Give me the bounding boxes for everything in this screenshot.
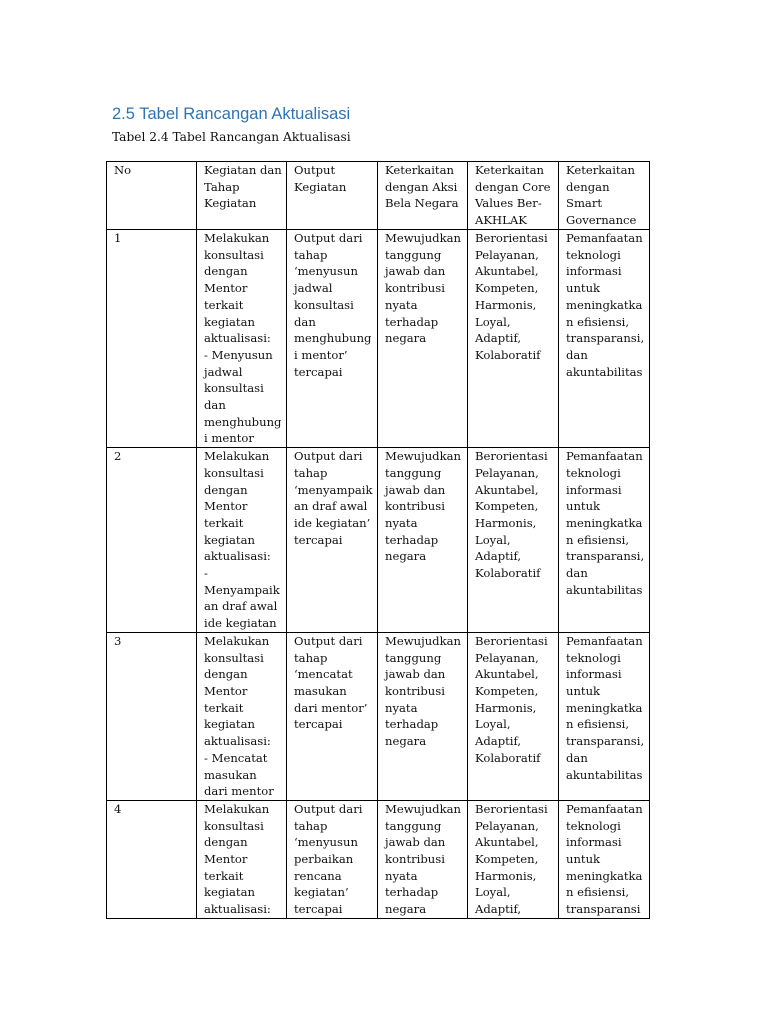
- cell-smart-governance: Pemanfaatan teknologi informasi untuk meningkatkan efisiensi, transparansi, dan akuntabilitas: [559, 632, 650, 800]
- header-smart-governance: Keterkaitan dengan Smart Governance: [559, 162, 650, 230]
- header-kegiatan: Kegiatan dan Tahap Kegiatan: [197, 162, 287, 230]
- section-heading: 2.5 Tabel Rancangan Aktualisasi: [112, 105, 351, 123]
- cell-no: 3: [107, 632, 197, 800]
- cell-core-values: Berorientasi Pelayanan, Akuntabel, Kompeten, Harmonis, Loyal, Adaptif, Kolaboratif: [468, 632, 559, 800]
- header-output: Output Kegiatan: [287, 162, 378, 230]
- cell-smart-governance: Pemanfaatan teknologi informasi untuk meningkatkan efisiensi, transparansi, dan akuntabilitas: [559, 448, 650, 633]
- header-bela-negara: Keterkaitan dengan Aksi Bela Negara: [378, 162, 468, 230]
- cell-kegiatan: Melakukan konsultasi dengan Mentor terkait kegiatan aktualisasi:: [197, 800, 287, 918]
- cell-output: Output dari tahap ‘menyusun jadwal konsultasi dan menghubungi mentor’ tercapai: [287, 230, 378, 448]
- cell-kegiatan: Melakukan konsultasi dengan Mentor terkait kegiatan aktualisasi: - Mencatat masukan dari mentor: [197, 632, 287, 800]
- cell-bela-negara: Mewujudkan tanggung jawab dan kontribusi nyata terhadap negara: [378, 800, 468, 918]
- cell-smart-governance: Pemanfaatan teknologi informasi untuk meningkatkan efisiensi, transparansi, dan akuntabilitas: [559, 230, 650, 448]
- table-caption: Tabel 2.4 Tabel Rancangan Aktualisasi: [112, 130, 351, 144]
- table-header-row: [107, 162, 650, 230]
- cell-bela-negara: Mewujudkan tanggung jawab dan kontribusi nyata terhadap negara: [378, 632, 468, 800]
- rancangan-aktualisasi-table: [106, 161, 650, 919]
- cell-output: Output dari tahap ‘mencatat masukan dari mentor’ tercapai: [287, 632, 378, 800]
- cell-no: 4: [107, 800, 197, 918]
- header-no: No: [107, 162, 197, 230]
- cell-smart-governance: Pemanfaatan teknologi informasi untuk meningkatkan efisiensi, transparansi: [559, 800, 650, 918]
- table-row: [107, 448, 650, 633]
- cell-output: Output dari tahap ‘menyusun perbaikan rencana kegiatan’ tercapai: [287, 800, 378, 918]
- cell-bela-negara: Mewujudkan tanggung jawab dan kontribusi nyata terhadap negara: [378, 448, 468, 633]
- cell-core-values: Berorientasi Pelayanan, Akuntabel, Kompeten, Harmonis, Loyal, Adaptif, Kolaboratif: [468, 230, 559, 448]
- header-core-values: Keterkaitan dengan Core Values Ber-AKHLAK: [468, 162, 559, 230]
- cell-core-values: Berorientasi Pelayanan, Akuntabel, Kompeten, Harmonis, Loyal, Adaptif, Kolaboratif: [468, 448, 559, 633]
- table-row: [107, 230, 650, 448]
- cell-bela-negara: Mewujudkan tanggung jawab dan kontribusi nyata terhadap negara: [378, 230, 468, 448]
- cell-no: 2: [107, 448, 197, 633]
- cell-core-values: Berorientasi Pelayanan, Akuntabel, Kompeten, Harmonis, Loyal, Adaptif,: [468, 800, 559, 918]
- cell-kegiatan: Melakukan konsultasi dengan Mentor terkait kegiatan aktualisasi: - Menyusun jadwal konsultasi dan menghubungi mentor: [197, 230, 287, 448]
- table-row: [107, 632, 650, 800]
- cell-no: 1: [107, 230, 197, 448]
- cell-output: Output dari tahap ‘menyampaikan draf awal ide kegiatan’ tercapai: [287, 448, 378, 633]
- table-row: [107, 800, 650, 918]
- cell-kegiatan: Melakukan konsultasi dengan Mentor terkait kegiatan aktualisasi: - Menyampaikan draf awal ide kegiatan: [197, 448, 287, 633]
